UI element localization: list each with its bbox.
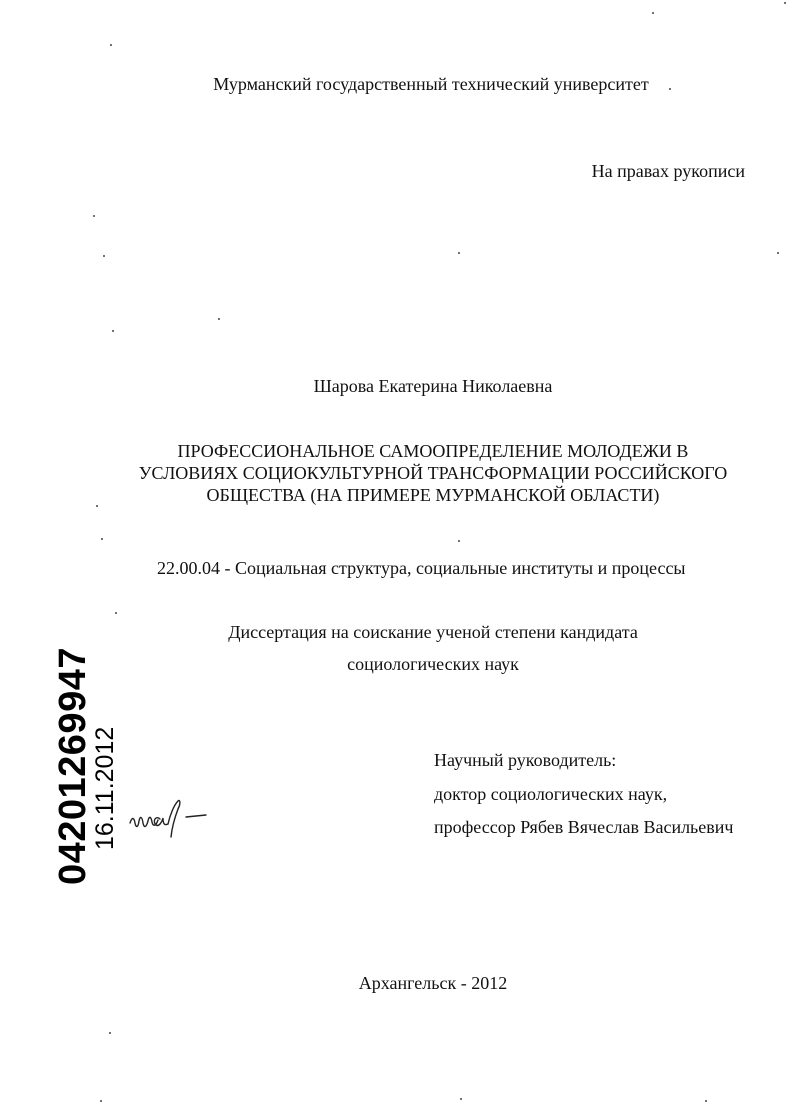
supervisor-name: профессор Рябев Вячеслав Васильевич [434, 817, 734, 837]
title-line: ПРОФЕССИОНАЛЬНОЕ САМООПРЕДЕЛЕНИЕ МОЛОДЕЖИ В [177, 441, 689, 461]
university-name: Мурманский государственный технический университет [213, 74, 649, 94]
scan-speck [112, 330, 114, 332]
degree-line: Диссертация на соискание ученой степени кандидата [228, 622, 638, 642]
scan-speck [96, 505, 98, 507]
degree-line: социологических наук [347, 654, 519, 674]
rights-note: На правах рукописи [591, 161, 745, 181]
scan-speck [93, 215, 95, 217]
author-name: Шарова Екатерина Николаевна [313, 376, 553, 396]
handwritten-signature [126, 795, 221, 845]
title-line: ОБЩЕСТВА (НА ПРИМЕРЕ МУРМАНСКОЙ ОБЛАСТИ) [206, 485, 660, 505]
scan-speck [115, 612, 117, 614]
stamp-number: 04201269947 [52, 647, 94, 885]
scan-speck [103, 255, 105, 257]
scan-speck [458, 252, 460, 254]
city-year: Архангельск - 2012 [358, 973, 508, 993]
scan-speck [460, 1098, 462, 1100]
supervisor-label: Научный руководитель: [434, 750, 617, 770]
scan-speck [458, 540, 460, 542]
scan-speck [784, 2, 786, 4]
supervisor-degree: доктор социологических наук, [434, 784, 668, 804]
specialty-code: 22.00.04 - Социальная структура, социальные институты и процессы [157, 558, 686, 578]
scan-speck [652, 12, 654, 14]
title-line: УСЛОВИЯХ СОЦИОКУЛЬТУРНОЙ ТРАНСФОРМАЦИИ РОССИЙСКОГО [138, 463, 728, 483]
scan-speck [705, 1100, 707, 1102]
scan-speck [109, 1032, 111, 1034]
scan-speck [669, 88, 671, 90]
scan-speck [101, 538, 103, 540]
library-stamp [8, 647, 119, 895]
stamp-date: 16.11.2012 [91, 726, 119, 850]
scan-speck [777, 252, 779, 254]
scan-speck [218, 318, 220, 320]
scan-speck [110, 44, 112, 46]
scan-speck [100, 1100, 102, 1102]
dissertation-title [0, 440, 797, 506]
